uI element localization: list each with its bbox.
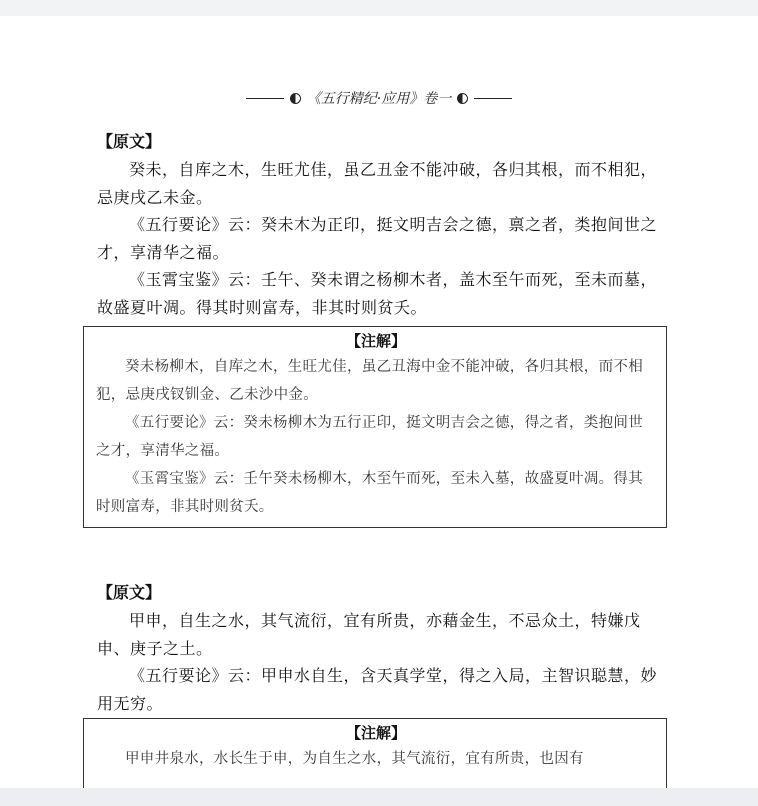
original-text-heading: 【原文】 bbox=[97, 132, 162, 151]
header-rule-left bbox=[246, 98, 284, 99]
taiji-icon bbox=[290, 93, 301, 104]
annotation-heading: 【注解】 bbox=[345, 724, 406, 742]
original-paragraph: 《五行要论》云：甲申水自生，含天真学堂，得之入局，主智识聪慧，妙用无穷。 bbox=[97, 666, 658, 713]
top-toolbar-strip bbox=[0, 0, 758, 16]
annotation-paragraph: 《五行要论》云：癸未杨柳木为五行正印，挺文明吉会之德，得之者，类抱间世之才，享清华之福。 bbox=[96, 415, 643, 459]
annotation-box bbox=[83, 718, 667, 788]
annotation-heading: 【注解】 bbox=[345, 332, 406, 350]
annotation-paragraph: 《玉霄宝鉴》云：壬午癸未杨柳木，木至午而死，至未入墓，故盛夏叶凋。得其时则富寿，非其时则贫夭。 bbox=[96, 471, 643, 515]
document-page bbox=[0, 16, 758, 788]
original-text-heading: 【原文】 bbox=[97, 583, 162, 602]
header-rule-right bbox=[474, 98, 512, 99]
original-paragraph: 《玉霄宝鉴》云：壬午、癸未谓之杨柳木者，盖木至午而死，至未而墓，故盛夏叶凋。得其时则富寿，非其时则贫夭。 bbox=[97, 270, 658, 317]
original-text-section bbox=[97, 128, 667, 321]
taiji-icon bbox=[457, 93, 468, 104]
bottom-scroll-strip bbox=[0, 788, 758, 806]
annotation-paragraph: 癸未杨柳木，自库之木，生旺尤佳，虽乙丑海中金不能冲破，各归其根，而不相犯，忌庚戌钗钏金、乙未沙中金。 bbox=[96, 359, 643, 403]
running-header-title: 《五行精纪·应用》卷一 bbox=[306, 91, 452, 107]
annotation-paragraph: 甲申井泉水，水长生于申，为自生之水，其气流衍，宜有所贵，也因有 bbox=[125, 751, 584, 767]
original-paragraph: 癸未，自库之木，生旺尤佳，虽乙丑金不能冲破，各归其根，而不相犯，忌庚戌乙未金。 bbox=[97, 160, 658, 207]
original-paragraph: 甲申，自生之水，其气流衍，宜有所贵，亦藉金生，不忌众土，特嫌戊申、庚子之土。 bbox=[97, 611, 641, 658]
original-text-section bbox=[97, 579, 667, 717]
annotation-box bbox=[83, 326, 667, 528]
original-paragraph: 《五行要论》云：癸未木为正印，挺文明吉会之德，禀之者，类抱间世之才，享清华之福。 bbox=[97, 215, 658, 262]
running-header bbox=[0, 88, 758, 108]
